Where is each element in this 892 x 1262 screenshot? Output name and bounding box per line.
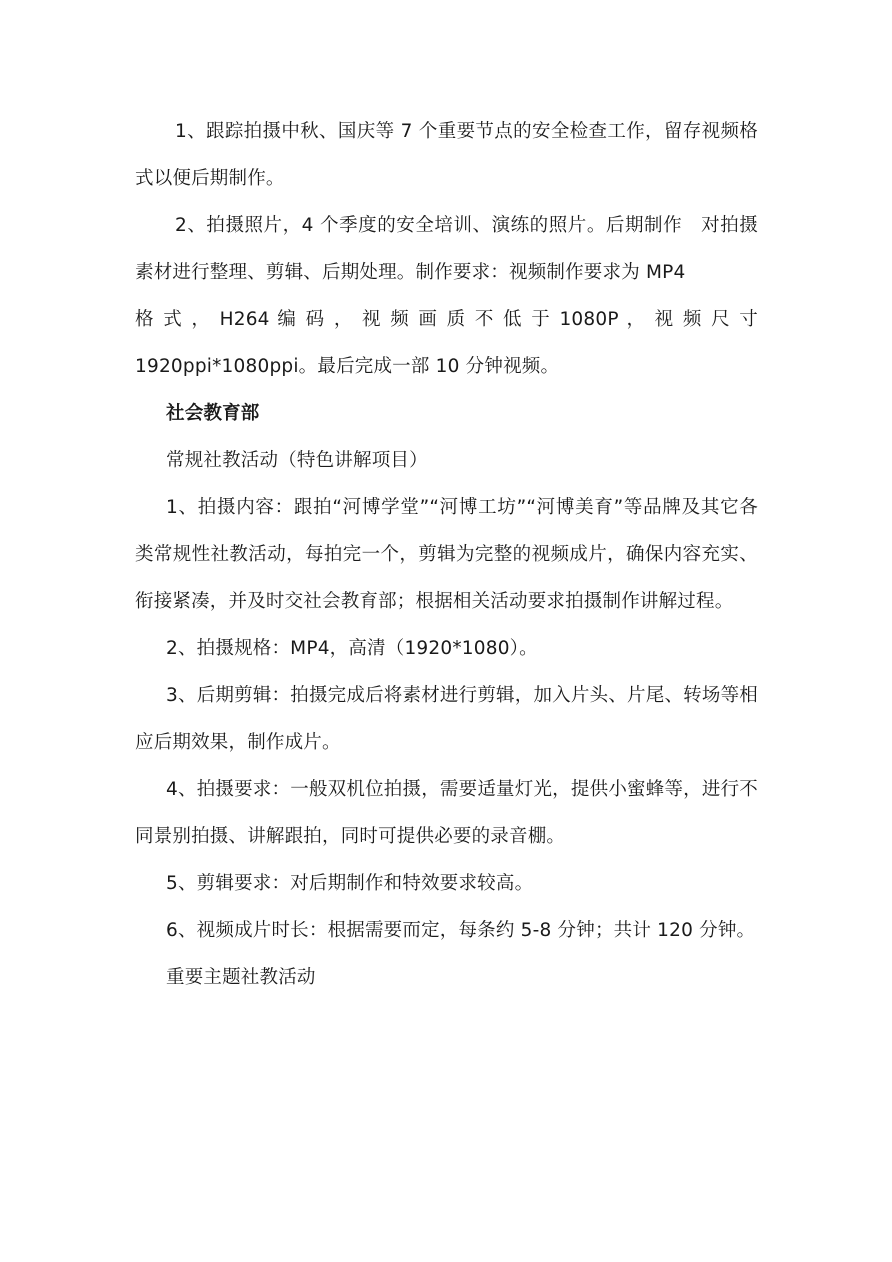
paragraph-editing-requirements: 5、剪辑要求：对后期制作和特效要求较高。 bbox=[166, 873, 534, 894]
subheading-key-theme-activities: 重要主题社教活动 bbox=[166, 967, 316, 988]
paragraph-video-duration: 6、视频成片时长：根据需要而定，每条约 5-8 分钟；共计 120 分钟。 bbox=[166, 920, 756, 941]
paragraph-post-editing: 3、后期剪辑：拍摄完成后将素材进行剪辑，加入片头、片尾、转场等相应后期效果，制作成片。 bbox=[135, 685, 758, 753]
paragraph-format-spec: 格 式 ， H264 编 码 ， 视 频 画 质 不 低 于 1080P ， 视 频 尺 寸 bbox=[135, 309, 758, 330]
paragraph-shooting-requirements: 4、拍摄要求：一般双机位拍摄，需要适量灯光，提供小蜜蜂等，进行不同景别拍摄、讲解跟拍，同时可提供必要的录音棚。 bbox=[135, 779, 758, 847]
subheading-regular-activities: 常规社教活动（特色讲解项目） bbox=[166, 450, 428, 471]
paragraph-shooting-spec: 2、拍摄规格：MP4，高清（1920*1080）。 bbox=[166, 638, 538, 659]
paragraph-final-video: 1920ppi*1080ppi。最后完成一部 10 分钟视频。 bbox=[135, 356, 560, 377]
section-heading-social-education: 社会教育部 bbox=[166, 403, 260, 424]
document-body bbox=[135, 108, 758, 1001]
paragraph-photo-shooting: 2、拍摄照片，4 个季度的安全培训、演练的照片。后期制作 对拍摄素材进行整理、剪辑、后期处理。制作要求：视频制作要求为 MP4 bbox=[135, 215, 758, 283]
paragraph-safety-inspection: 1、跟踪拍摄中秋、国庆等 7 个重要节点的安全检查工作，留存视频格式以便后期制作。 bbox=[135, 121, 758, 189]
paragraph-shooting-content: 1、拍摄内容：跟拍“河博学堂”“河博工坊”“河博美育”等品牌及其它各类常规性社教活动，每拍完一个，剪辑为完整的视频成片，确保内容充实、衔接紧凑，并及时交社会教育部；根据相关活动要求拍摄制作讲解过程。 bbox=[135, 497, 758, 612]
